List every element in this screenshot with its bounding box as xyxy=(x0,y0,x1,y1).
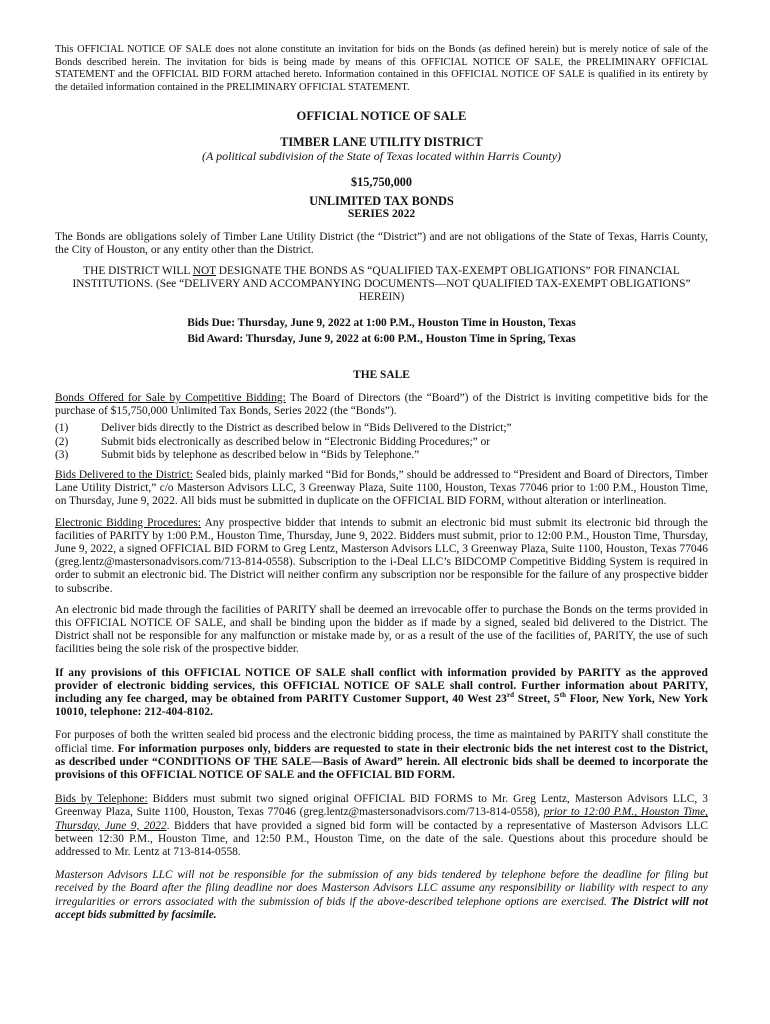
official-time-bold: For information purposes only, bidders are requested to state in their electronic bids the net interest cost to the District, as described under “CONDITIONS OF THE SALE—Basis of Award” herein. All electronic bids shall be deemed to incorporate the provisions of this OFFICIAL NOTICE OF SALE and the OFFICIAL BID FORM. xyxy=(55,742,708,781)
tax-exempt-designation xyxy=(55,265,708,305)
bond-type: UNLIMITED TAX BONDS xyxy=(309,194,454,209)
superscript-th: th xyxy=(559,691,567,700)
bid-options-list xyxy=(55,422,708,462)
delivered-bids-heading: Bids Delivered to the District: xyxy=(55,468,193,481)
conflict-text-a: If any provisions of this OFFICIAL NOTICE OF SALE shall conflict with information provided by PARITY as the approved provider of electronic bidding services, this OFFICIAL NOTICE OF SALE shall control. Further information about PARITY, including any fee charged, may be obtained from PARITY Customer Support, 40 West 23 xyxy=(55,666,708,705)
superscript-rd: rd xyxy=(506,691,515,700)
district-name: TIMBER LANE UTILITY DISTRICT xyxy=(280,134,483,149)
list-text: Submit bids electronically as described below in “Electronic Bidding Procedures;” or xyxy=(101,435,491,448)
conflict-text-b: Street, 5 xyxy=(514,692,560,705)
bids-due: Bids Due: Thursday, June 9, 2022 at 1:00 P.M., Houston Time in Houston, Texas xyxy=(187,316,576,329)
list-number: (1) xyxy=(55,422,69,435)
list-text: Submit bids by telephone as described below in “Bids by Telephone.” xyxy=(101,448,420,461)
disclaimer-paragraph xyxy=(55,869,708,922)
official-time-plain: For purposes of both the written sealed bid process and the electronic bidding process, the time as maintained by PARITY shall constitute the official time. xyxy=(55,729,708,755)
obligations-paragraph: The Bonds are obligations solely of Timber Lane Utility District (the “District”) and are not obligations of the State of Texas, Harris County, the City of Houston, or any entity other than the District. xyxy=(55,230,708,256)
telephone-bids-text-b: . Bidders that have provided a signed bid form will be contacted by a representative of Masterson Advisors LLC between 12:30 P.M., Houston Time, and 12:50 P.M., Houston Time, on the date of the sale. Questions about this procedure should be addressed to Mr. Lentz at 713-814-0558. xyxy=(55,819,708,858)
section-title-the-sale: THE SALE xyxy=(353,368,410,381)
designation-not: NOT xyxy=(192,265,216,278)
competitive-bidding-paragraph xyxy=(55,392,708,418)
designation-post: DESIGNATE THE BONDS AS “QUALIFIED TAX-EXEMPT OBLIGATIONS” FOR FINANCIAL INSTITUTIONS. (See “DELIVERY AND ACCOMPANYING DOCUMENTS—NOT QUALIFIED TAX-EXEMPT OBLIGATIONS” HEREIN) xyxy=(72,265,691,304)
list-number: (2) xyxy=(55,435,69,448)
list-text: Deliver bids directly to the District as described below in “Bids Delivered to the District;” xyxy=(101,422,512,435)
conflict-text-c: Floor, New York, New York 10010, telephone: 212-404-8102. xyxy=(55,692,709,719)
bid-award: Bid Award: Thursday, June 9, 2022 at 6:00 P.M., Houston Time in Spring, Texas xyxy=(187,332,576,345)
document-title: OFFICIAL NOTICE OF SALE xyxy=(296,109,467,124)
delivered-bids-paragraph xyxy=(55,469,708,509)
list-number: (3) xyxy=(55,448,69,461)
electronic-bidding-paragraph xyxy=(55,517,708,596)
bond-series: SERIES 2022 xyxy=(347,207,416,221)
telephone-bids-paragraph xyxy=(55,793,708,859)
intro-notice: This OFFICIAL NOTICE OF SALE does not alone constitute an invitation for bids on the Bonds (as defined herein) but is merely notice of sale of the Bonds described herein. The invitation for bids is being made by means of this OFFICIAL NOTICE OF SALE, the PRELIMINARY OFFICIAL STATEMENT and the OFFICIAL BID FORM attached hereto. Information contained in this OFFICIAL NOTICE OF SALE is qualified in its entirety by the detailed information contained in the PRELIMINARY OFFICIAL STATEMENT. xyxy=(55,44,708,93)
official-time-paragraph xyxy=(55,729,708,782)
delivered-bids-text: Sealed bids, plainly marked “Bid for Bonds,” should be addressed to “President and Board of Directors, Timber Lane Utility District,” c/o Masterson Advisors LLC, 3 Greenway Plaza, Suite 1100, Houston, Texas 77046 prior to 1:00 P.M., Houston Time, on Thursday, June 9, 2022. All bids must be submitted in duplicate on the OFFICIAL BID FORM, without alteration or interlineation. xyxy=(55,468,709,508)
list-item xyxy=(55,422,708,435)
electronic-bidding-text: Any prospective bidder that intends to submit an electronic bid must submit its electronic bid through the facilities of PARITY by 1:00 P.M., Houston Time, Thursday, June 9, 2022. Bidders must submit, prior to 12:00 P.M., Houston Time, Thursday, June 9, 2022, a signed OFFICIAL BID FORM to Greg Lentz, Masterson Advisors LLC, 3 Greenway Plaza, Suite 1100, Houston, Texas 77046 (greg.lentz@mastersonadvisors.com/713-814-0558). Subscription to the i-Deal LLC’s BIDCOMP Competitive Bidding System is required in order to submit an electronic bid. The District will neither confirm any subscription nor be responsible for the failure of any prospective bidder to subscribe. xyxy=(55,516,708,595)
competitive-bidding-heading: Bonds Offered for Sale by Competitive Bidding: xyxy=(55,391,286,404)
telephone-bids-text-a: Bidders must submit two signed original OFFICIAL BID FORMS to Mr. Greg Lentz, Masterson Advisors LLC, 3 Greenway Plaza, Suite 1100, Houston, Texas 77046 (greg.lentz@mastersonadvisors.com/713-814-0558), xyxy=(55,793,708,819)
competitive-bidding-text: The Board of Directors (the “Board”) of the District is inviting competitive bids for the purchase of $15,750,000 Unlimited Tax Bonds, Series 2022 (the “Bonds”). xyxy=(55,391,708,418)
disclaimer-text: Masterson Advisors LLC will not be responsible for the submission of any bids tendered by telephone before the deadline for filing but received by the Board after the filing deadline nor does Masterson Advisors LLC assume any responsibility or liability with respect to any irregularities or errors associated with the submission of bids if the above-described telephone options are exercised. xyxy=(55,869,708,908)
telephone-deadline: prior to 12:00 P.M., Houston Time, Thursday, June 9, 2022 xyxy=(55,806,708,832)
electronic-bidding-heading: Electronic Bidding Procedures: xyxy=(55,516,201,529)
facsimile-notice: The District will not accept bids submitted by facsimile. xyxy=(55,895,708,921)
list-item xyxy=(55,436,708,449)
district-subtitle: (A political subdivision of the State of Texas located within Harris County) xyxy=(202,148,561,163)
designation-pre: THE DISTRICT WILL xyxy=(83,265,193,278)
parity-conflict-paragraph xyxy=(55,667,708,720)
telephone-bids-heading: Bids by Telephone: xyxy=(55,793,148,806)
bond-amount: $15,750,000 xyxy=(351,174,412,189)
irrevocable-offer-paragraph: An electronic bid made through the facilities of PARITY shall be deemed an irrevocable offer to purchase the Bonds on the terms provided in this OFFICIAL NOTICE OF SALE, and shall be binding upon the bidder as if made by a signed, sealed bid delivered to the District. The District shall not be responsible for any malfunction or mistake made by, or as a result of the use of the facilities of, PARITY, the use of such facilities being the sole risk of the prospective bidder. xyxy=(55,603,708,656)
list-item xyxy=(55,449,708,462)
bid-schedule xyxy=(55,315,708,347)
